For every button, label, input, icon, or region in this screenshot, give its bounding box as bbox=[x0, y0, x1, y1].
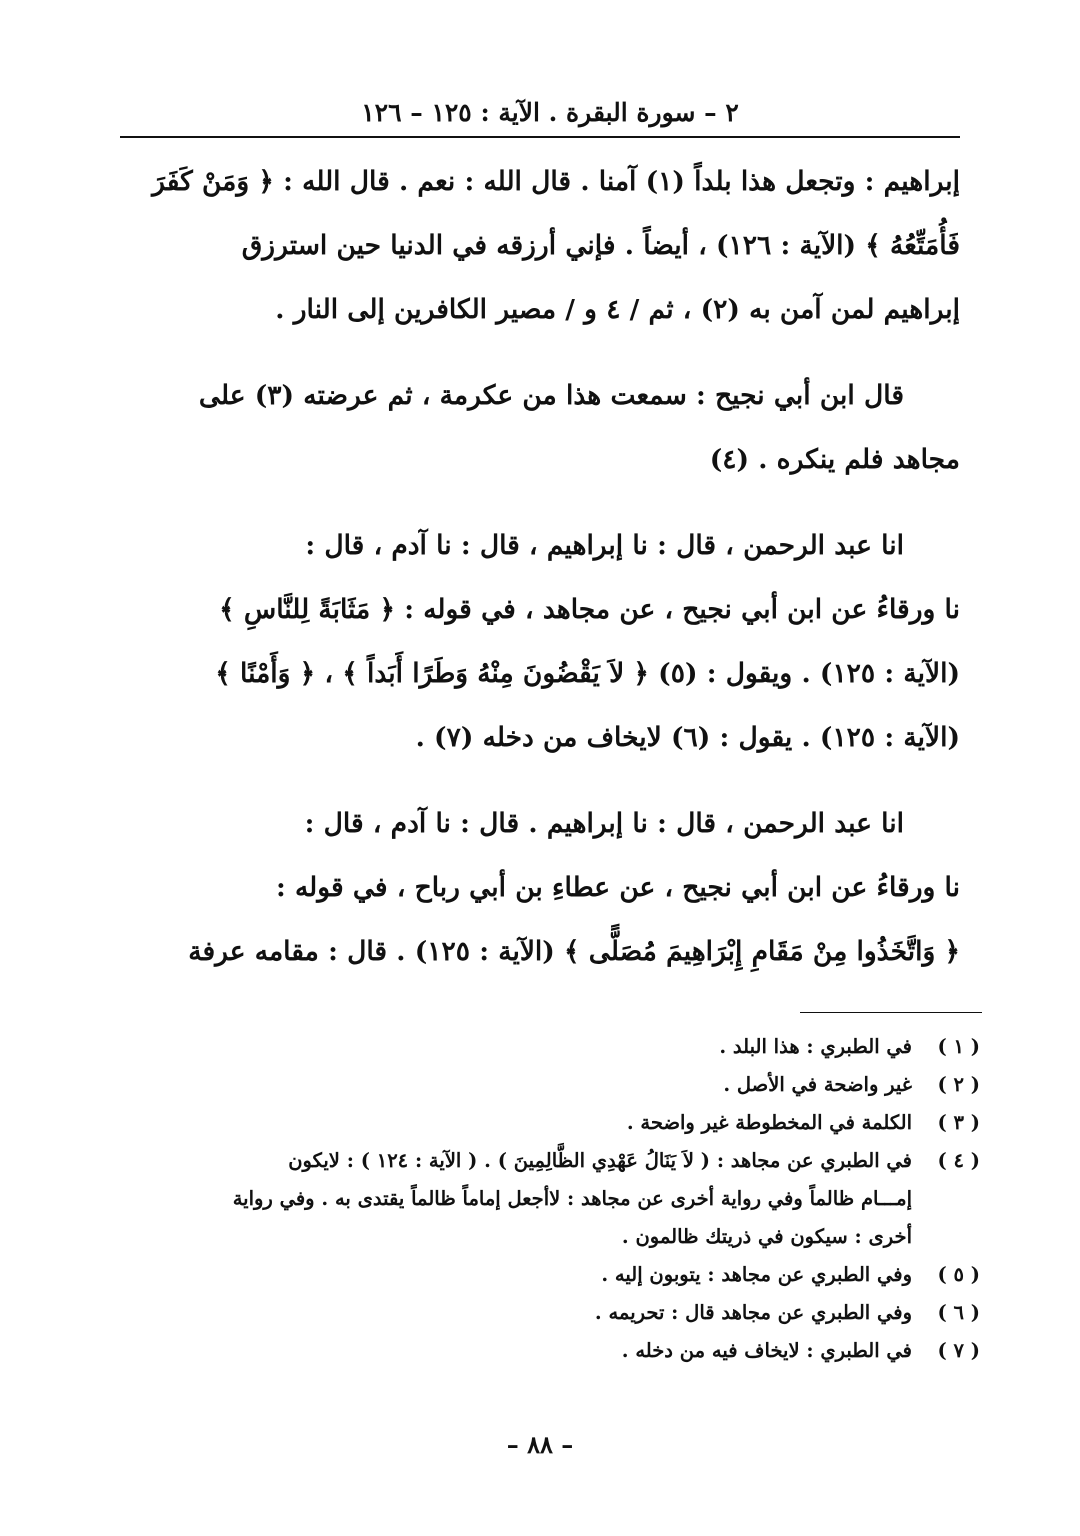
text-line: إبراهيم : وتجعل هذا بلداً (١) آمنا . قال الله : نعم . قال الله : ﴿ وَمَنْ كَفَرَ bbox=[152, 166, 960, 197]
footnote-text: وفي الطبري عن مجاهد : يتوبون إليه . bbox=[601, 1263, 912, 1286]
main-text bbox=[150, 150, 960, 984]
footnote bbox=[150, 1028, 980, 1066]
footnote bbox=[150, 1104, 980, 1142]
text-line: فَأُمَتِّعُهُ ﴾ (الآية : ١٢٦) ، أيضاً . فإني أرزقه في الدنيا حين استرزق bbox=[241, 230, 960, 261]
footnote-number: ( ١ ) bbox=[937, 1035, 980, 1058]
text-line: قال ابن أبي نجيح : سمعت هذا من عكرمة ، ثم عرضته (٣) على bbox=[198, 380, 904, 411]
footnote bbox=[150, 1294, 980, 1332]
text-line: (الآية : ١٢٥) . يقول : (٦) لايخاف من دخله (٧) . bbox=[415, 722, 960, 753]
footnote bbox=[150, 1142, 980, 1256]
text-line: مجاهد فلم ينكره . (٤) bbox=[709, 444, 960, 475]
paragraph-gap bbox=[150, 770, 960, 792]
paragraph-gap bbox=[150, 492, 960, 514]
footnote-number: ( ٤ ) bbox=[937, 1149, 980, 1172]
footnote-text: الكلمة في المخطوطة غير واضحة . bbox=[626, 1111, 912, 1134]
footnote bbox=[150, 1066, 980, 1104]
footnote-number: ( ٦ ) bbox=[937, 1301, 980, 1324]
footnote-number: ( ٣ ) bbox=[937, 1111, 980, 1134]
footnote-rule bbox=[800, 1012, 982, 1013]
text-line: إبراهيم لمن آمن به (٢) ، ثم / ٤ و / مصير الكافرين إلى النار . bbox=[275, 294, 960, 325]
text-line: (الآية : ١٢٥) . ويقول : (٥) ﴿ لاَ يَقْضُونَ مِنْهُ وَطَرًا أَبَداً ﴾ ، ﴿ وَأَمْنًا ﴾ bbox=[215, 658, 960, 689]
footnote bbox=[150, 1332, 980, 1370]
text-line: انا عبد الرحمن ، قال : نا إبراهيم ، قال : نا آدم ، قال : bbox=[305, 530, 904, 561]
footnote-text: في الطبري : هذا البلد . bbox=[719, 1035, 912, 1058]
footnote bbox=[150, 1256, 980, 1294]
paragraph bbox=[150, 792, 960, 984]
footnote-text: أخرى : سيكون في ذريتك ظالمون . bbox=[621, 1225, 912, 1248]
footnote-number: ( ٥ ) bbox=[937, 1263, 980, 1286]
text-line: انا عبد الرحمن ، قال : نا إبراهيم . قال : نا آدم ، قال : bbox=[304, 808, 904, 839]
header-rule bbox=[120, 136, 960, 138]
paragraph bbox=[150, 150, 960, 342]
page-number: – ٨٨ – bbox=[506, 1430, 574, 1459]
paragraph bbox=[150, 514, 960, 770]
footnote-number: ( ٢ ) bbox=[937, 1073, 980, 1096]
footnote-text: غير واضحة في الأصل . bbox=[723, 1073, 912, 1096]
footnote-number: ( ٧ ) bbox=[937, 1339, 980, 1362]
footnote-text: في الطبري : لايخاف فيه من دخله . bbox=[621, 1339, 912, 1362]
text-line: ﴿ وَاتَّخَذُوا مِنْ مَقَامِ إِبْرَاهِيمَ مُصَلًّى ﴾ (الآية : ١٢٥) . قال : مقامه عرفة bbox=[188, 936, 960, 967]
paragraph-gap bbox=[150, 342, 960, 364]
footnotes bbox=[150, 1028, 980, 1370]
paragraph bbox=[150, 364, 960, 492]
running-head: ٢ – سورة البقرة . الآية : ١٢٥ – ١٢٦ bbox=[361, 98, 739, 127]
footnote-text: إمـــام ظالماً وفي رواية أخرى عن مجاهد : لاأجعل إماماً ظالماً يقتدى به . وفي رواية bbox=[232, 1187, 912, 1210]
text-line: نا ورقاءُ عن ابن أبي نجيح ، عن عطاءِ بن أبي رباح ، في قوله : bbox=[275, 872, 960, 903]
text-line: نا ورقاءُ عن ابن أبي نجيح ، عن مجاهد ، في قوله : ﴿ مَثَابَةً لِلنَّاسِ ﴾ bbox=[219, 594, 960, 625]
footnote-text: في الطبري عن مجاهد : ( لاَ يَنَالُ عَهْدِي الظَّالِمِينَ ) . ( الآية : ١٢٤ ) : لايكون bbox=[288, 1149, 912, 1172]
footnote-text: وفي الطبري عن مجاهد قال : تحريمه . bbox=[594, 1301, 912, 1324]
